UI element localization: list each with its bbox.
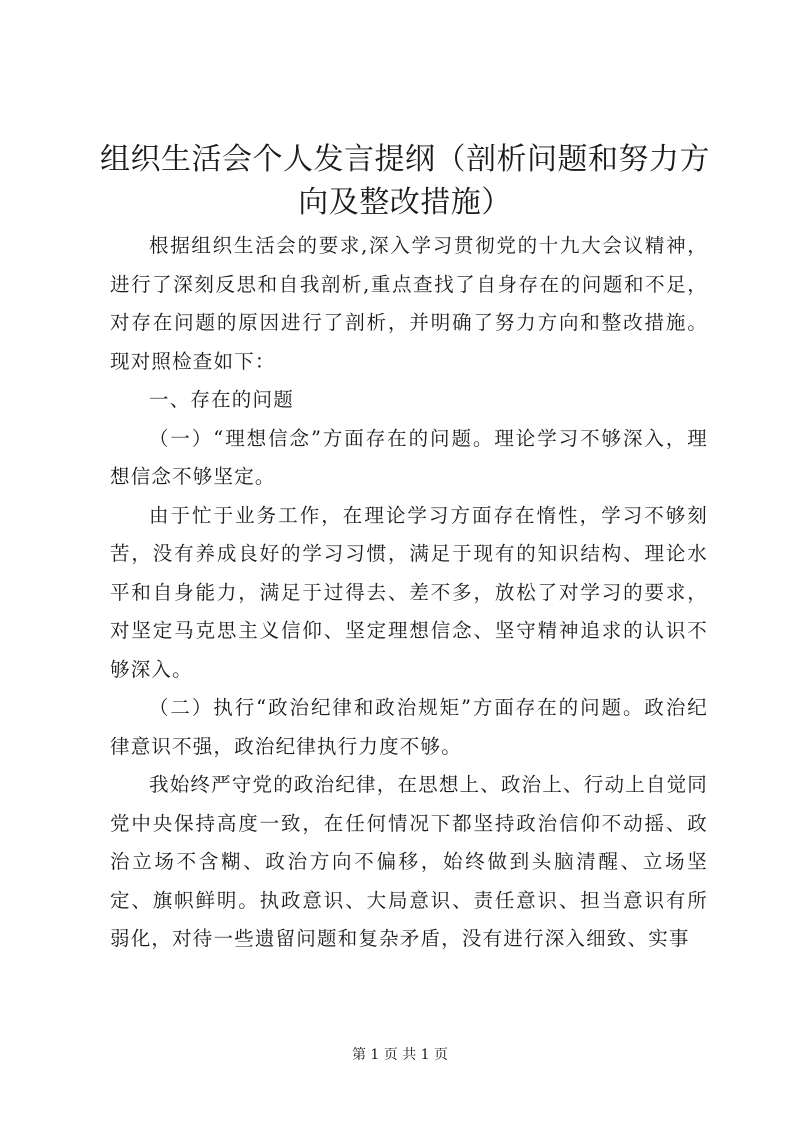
intro-paragraph: 根据组织生活会的要求,深入学习贯彻党的十九大会议精神，进行了深刻反思和自我剖析,重点查找了自身存在的问题和不足，对存在问题的原因进行了剖析，并明确了努力方向和整改措施。现对照检查如下：	[110, 234, 708, 373]
body-paragraph-discipline: 我始终严守党的政治纪律，在思想上、政治上、行动上自觉同党中央保持高度一致，在任何情况下都坚持政治信仰不动摇、政治立场不含糊、政治方向不偏移，始终做到头脑清醒、立场坚定、旗帜鲜明。执政意识、大局意识、责任意识、担当意识有所弱化，对待一些遗留问题和复杂矛盾，没有进行深入细致、实事	[110, 773, 708, 950]
body-paragraph-ideals: 由于忙于业务工作，在理论学习方面存在惰性，学习不够刻苦，没有养成良好的学习习惯，满足于现有的知识结构、理论水平和自身能力，满足于过得去、差不多，放松了对学习的要求，对坚定马克思主义信仰、坚定理想信念、坚守精神追求的认识不够深入。	[110, 503, 708, 681]
document-body	[110, 227, 708, 959]
section-heading-problems: 一、存在的问题	[149, 388, 294, 411]
subsection-heading-discipline: （二）执行“政治纪律和政治规矩”方面存在的问题。政治纪律意识不强，政治纪律执行力度不够。	[110, 696, 708, 758]
document-title: 组织生活会个人发言提纲（剖析问题和努力方向及整改措施）	[100, 142, 710, 220]
page-number-footer: 第 1 页 共 1 页	[351, 1047, 449, 1063]
subsection-heading-ideals: （一）“理想信念”方面存在的问题。理论学习不够深入，理想信念不够坚定。	[110, 426, 708, 488]
